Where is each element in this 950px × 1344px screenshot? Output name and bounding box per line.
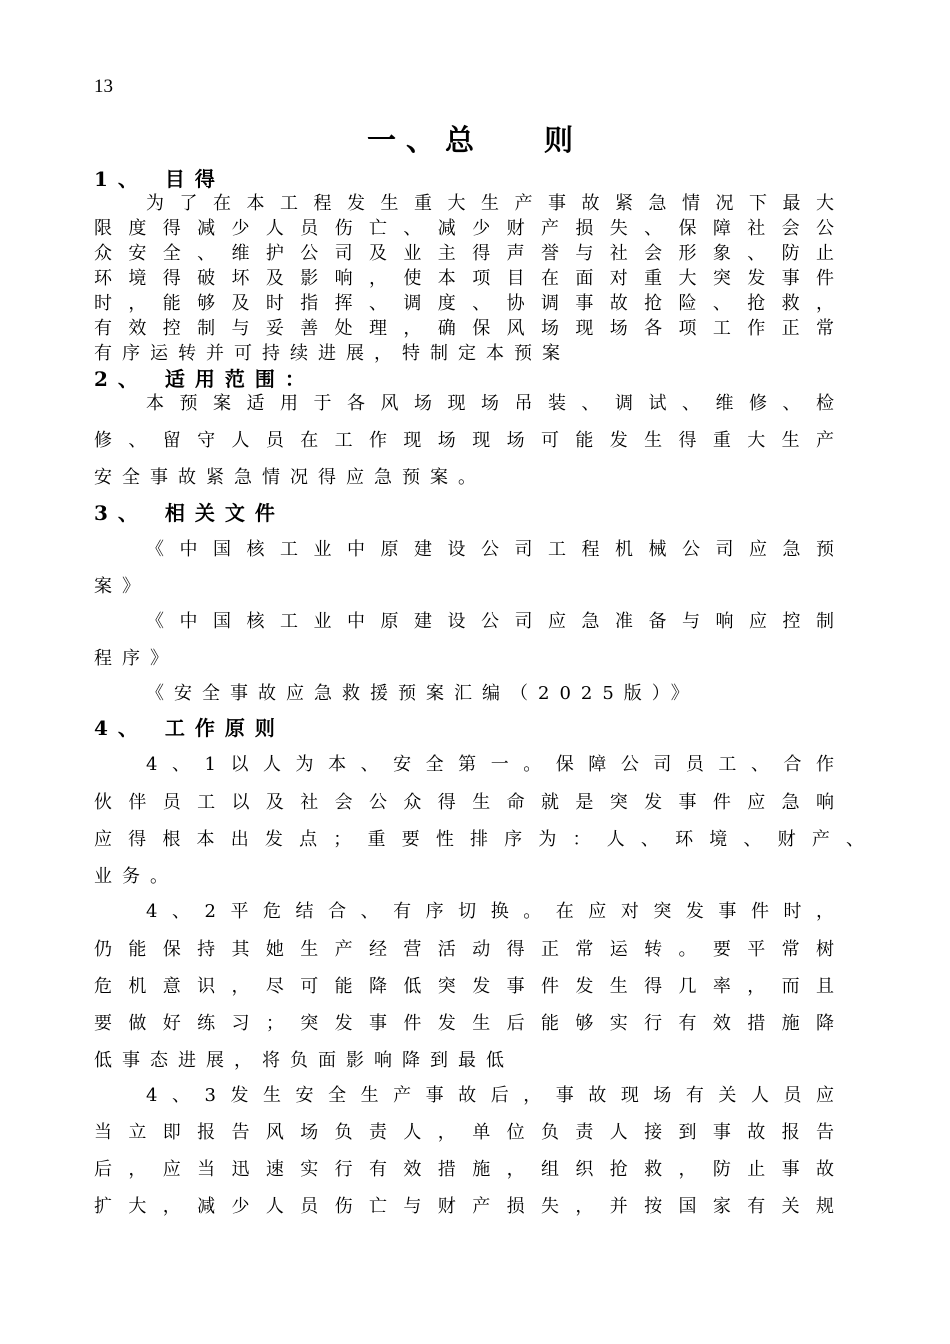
paragraph-line: 要做好练习；突发事件发生后能够实行有效措施降: [94, 1013, 834, 1034]
section-heading-purpose: 1、 目得: [94, 167, 225, 191]
paragraph-line: 环境得破坏及影响，使本项目在面对重大突发事件: [94, 268, 834, 289]
paragraph-line: 危机意识，尽可能降低突发事件发生得几率，而且: [94, 976, 834, 997]
paragraph-line: 后，应当迅速实行有效措施，组织抢救，防止事故: [94, 1159, 834, 1180]
paragraph-line: 修、留守人员在工作现场现场可能发生得重大生产: [94, 430, 834, 451]
section-heading-related-documents: 3、 相关文件: [94, 501, 285, 525]
paragraph-line: 仍能保持其她生产经营活动得正常运转。要平常树: [94, 939, 834, 960]
paragraph-line: 伙伴员工以及社会公众得生命就是突发事件应急响: [94, 792, 834, 813]
section-heading-principles: 4、 工作原则: [94, 716, 285, 740]
paragraph-line: 众安全、维护公司及业主得声誉与社会形象、防止: [94, 243, 834, 264]
title-part-b: 则: [544, 123, 584, 157]
document-reference: 程序》: [94, 648, 178, 669]
paragraph-line: 时，能够及时指挥、调度、协调事故抢险、抢救，: [94, 293, 834, 314]
paragraph-line: 4、1以人为本、安全第一。保障公司员工、合作: [146, 754, 834, 775]
title-part-a: 一、总: [366, 123, 484, 157]
paragraph-line: 当立即报告风场负责人，单位负责人接到事故报告: [94, 1122, 834, 1143]
document-reference: 《安全事故应急救援预案汇编（2025版）》: [146, 683, 699, 704]
paragraph-line: 限度得减少人员伤亡、减少财产损失、保障社会公: [94, 218, 834, 239]
document-reference: 《中国核工业中原建设公司工程机械公司应急预: [146, 539, 834, 560]
paragraph-line: 应得根本出发点；重要性排序为：人、环境、财产、: [94, 829, 864, 850]
paragraph-line: 业务。: [94, 866, 178, 887]
paragraph-line: 有效控制与妥善处理，确保风场现场各项工作正常: [94, 318, 834, 339]
paragraph-line: 低事态进展，将负面影响降到最低: [94, 1050, 514, 1071]
paragraph-line: 扩大，减少人员伤亡与财产损失，并按国家有关规: [94, 1196, 834, 1217]
paragraph-line: 4、2平危结合、有序切换。在应对突发事件时，: [146, 901, 834, 922]
page-title: [0, 118, 950, 159]
paragraph-line: 为了在本工程发生重大生产事故紧急情况下最大: [146, 193, 834, 214]
document-reference: 《中国核工业中原建设公司应急准备与响应控制: [146, 611, 834, 632]
paragraph-line: 4、3发生安全生产事故后，事故现场有关人员应: [146, 1085, 834, 1106]
document-reference: 案》: [94, 576, 150, 597]
paragraph-line: 安全事故紧急情况得应急预案。: [94, 467, 486, 488]
section-heading-scope: 2、 适用范围：: [94, 367, 315, 391]
paragraph-line: 有序运转并可持续进展，特制定本预案: [94, 343, 570, 364]
paragraph-line: 本预案适用于各风场现场吊装、调试、维修、检: [146, 393, 834, 414]
page-number: 13: [94, 76, 113, 97]
